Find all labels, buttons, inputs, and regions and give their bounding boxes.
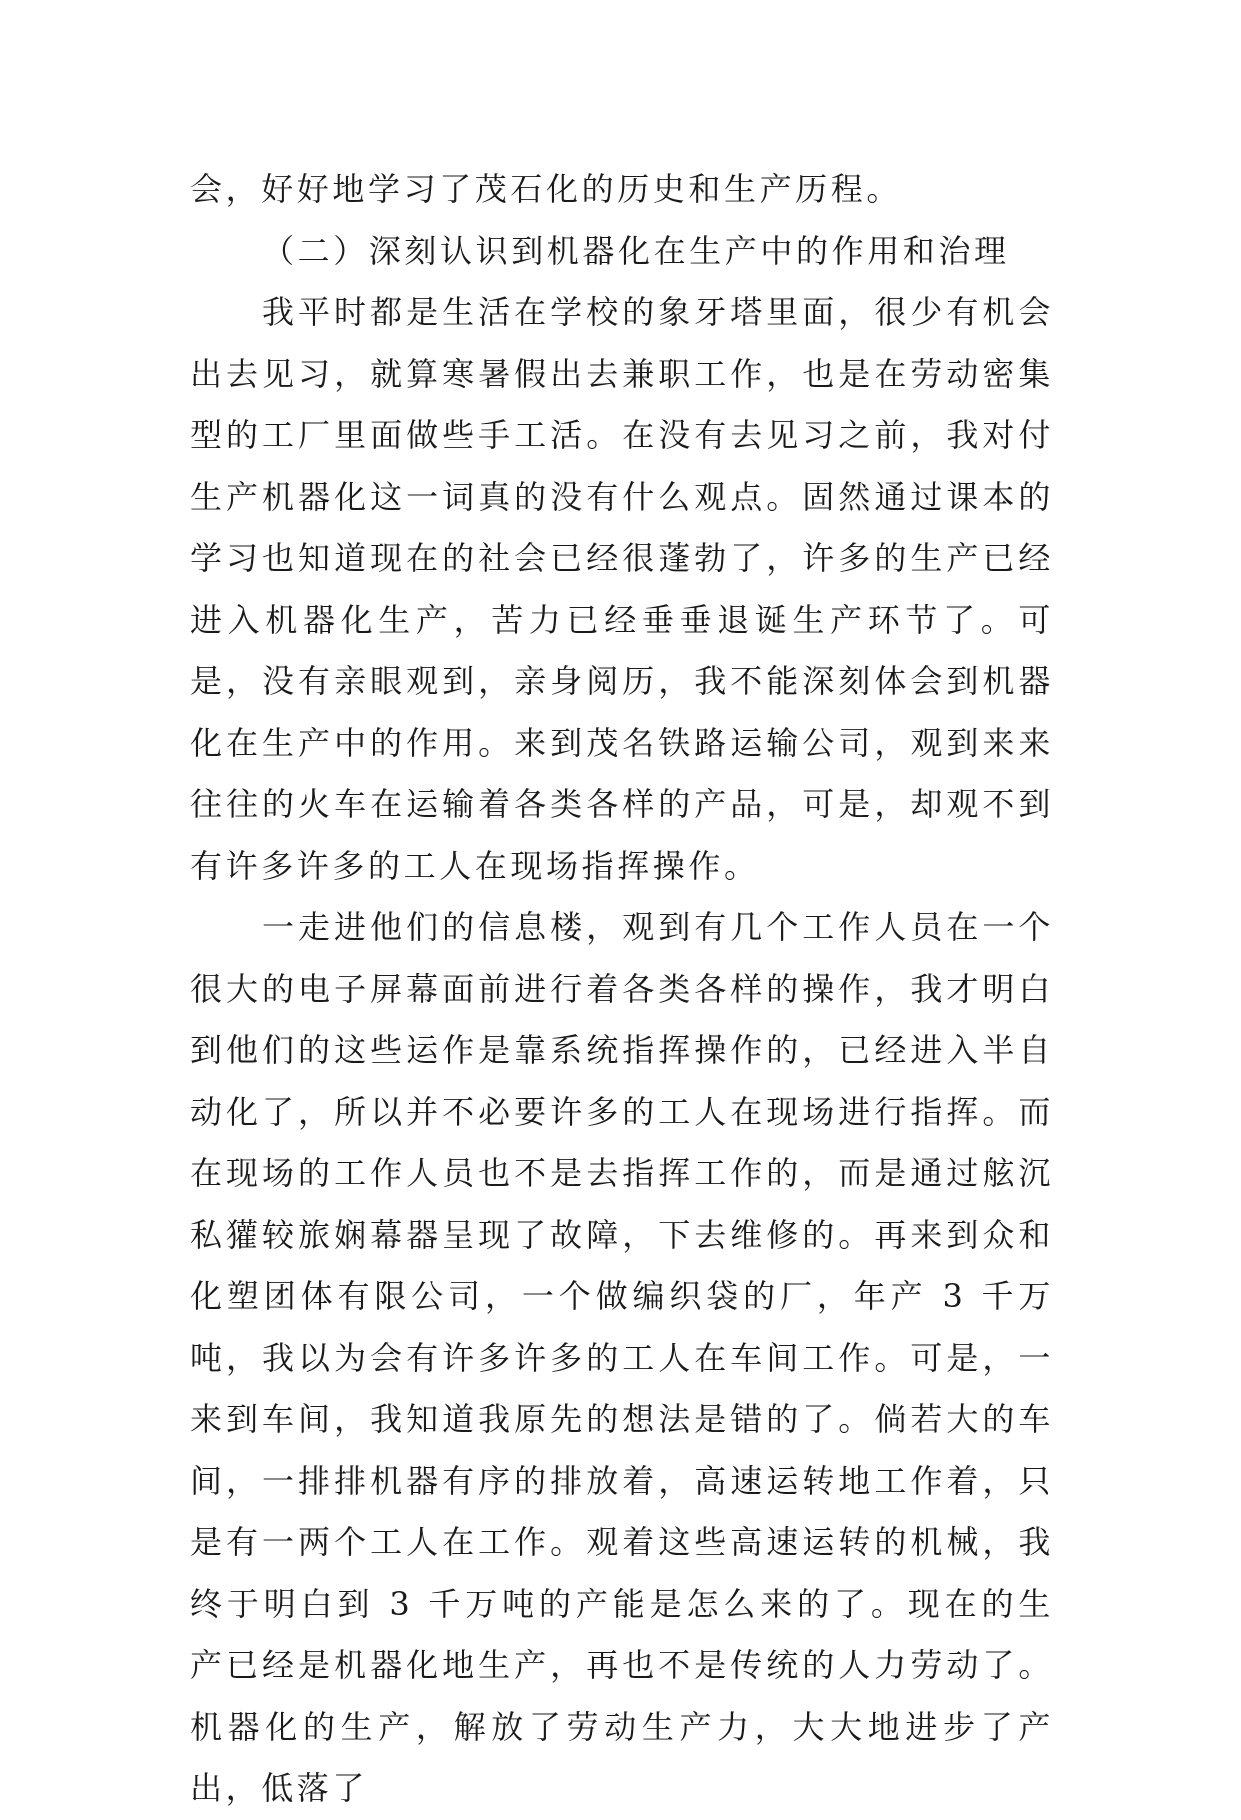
document-body [190, 159, 1054, 1820]
paragraph-continuation: 会，好好地学习了茂石化的历史和生产历程。 [190, 170, 903, 208]
paragraph: 我平时都是生活在学校的象牙塔里面，很少有机会出去见习，就算寒暑假出去兼职工作，也是在劳动密集型的工厂里面做些手工活。在没有去见习之前，我对付生产机器化这一词真的没有什么观点。固然通过课本的学习也知道现在的社会已经很蓬勃了，许多的生产已经进入机器化生产，苦力已经垂垂退诞生产环节了。可是，没有亲眼观到，亲身阅历，我不能深刻体会到机器化在生产中的作用。来到茂名铁路运输公司，观到来来往往的火车在运输着各类各样的产品，可是，却观不到有许多许多的工人在现场指挥操作。 [190, 293, 1054, 885]
paragraph: 一走进他们的信息楼，观到有几个工作人员在一个很大的电子屏幕面前进行着各类各样的操作，我才明白到他们的这些运作是靠系统指挥操作的，已经进入半自动化了，所以并不必要许多的工人在现场进行指挥。而在现场的工作人员也不是去指挥工作的，而是通过舷沉私獾较旅娴幕器呈现了故障，下去维修的。再来到众和化塑团体有限公司，一个做编织袋的厂，年产 3 千万吨，我以为会有许多许多的工人在车间工作。可是，一来到车间，我知道我原先的想法是错的了。倘若大的车间，一排排机器有序的排放着，高速运转地工作着，只是有一两个工人在工作。观着这些高速运转的机械，我终于明白到 3 千万吨的产能是怎么来的了。现在的生产已经是机器化地生产，再也不是传统的人力劳动了。机器化的生产，解放了劳动生产力，大大地进步了产出，低落了 [190, 908, 1054, 1807]
section-heading: （二）深刻认识到机器化在生产中的作用和治理 [262, 231, 1010, 270]
